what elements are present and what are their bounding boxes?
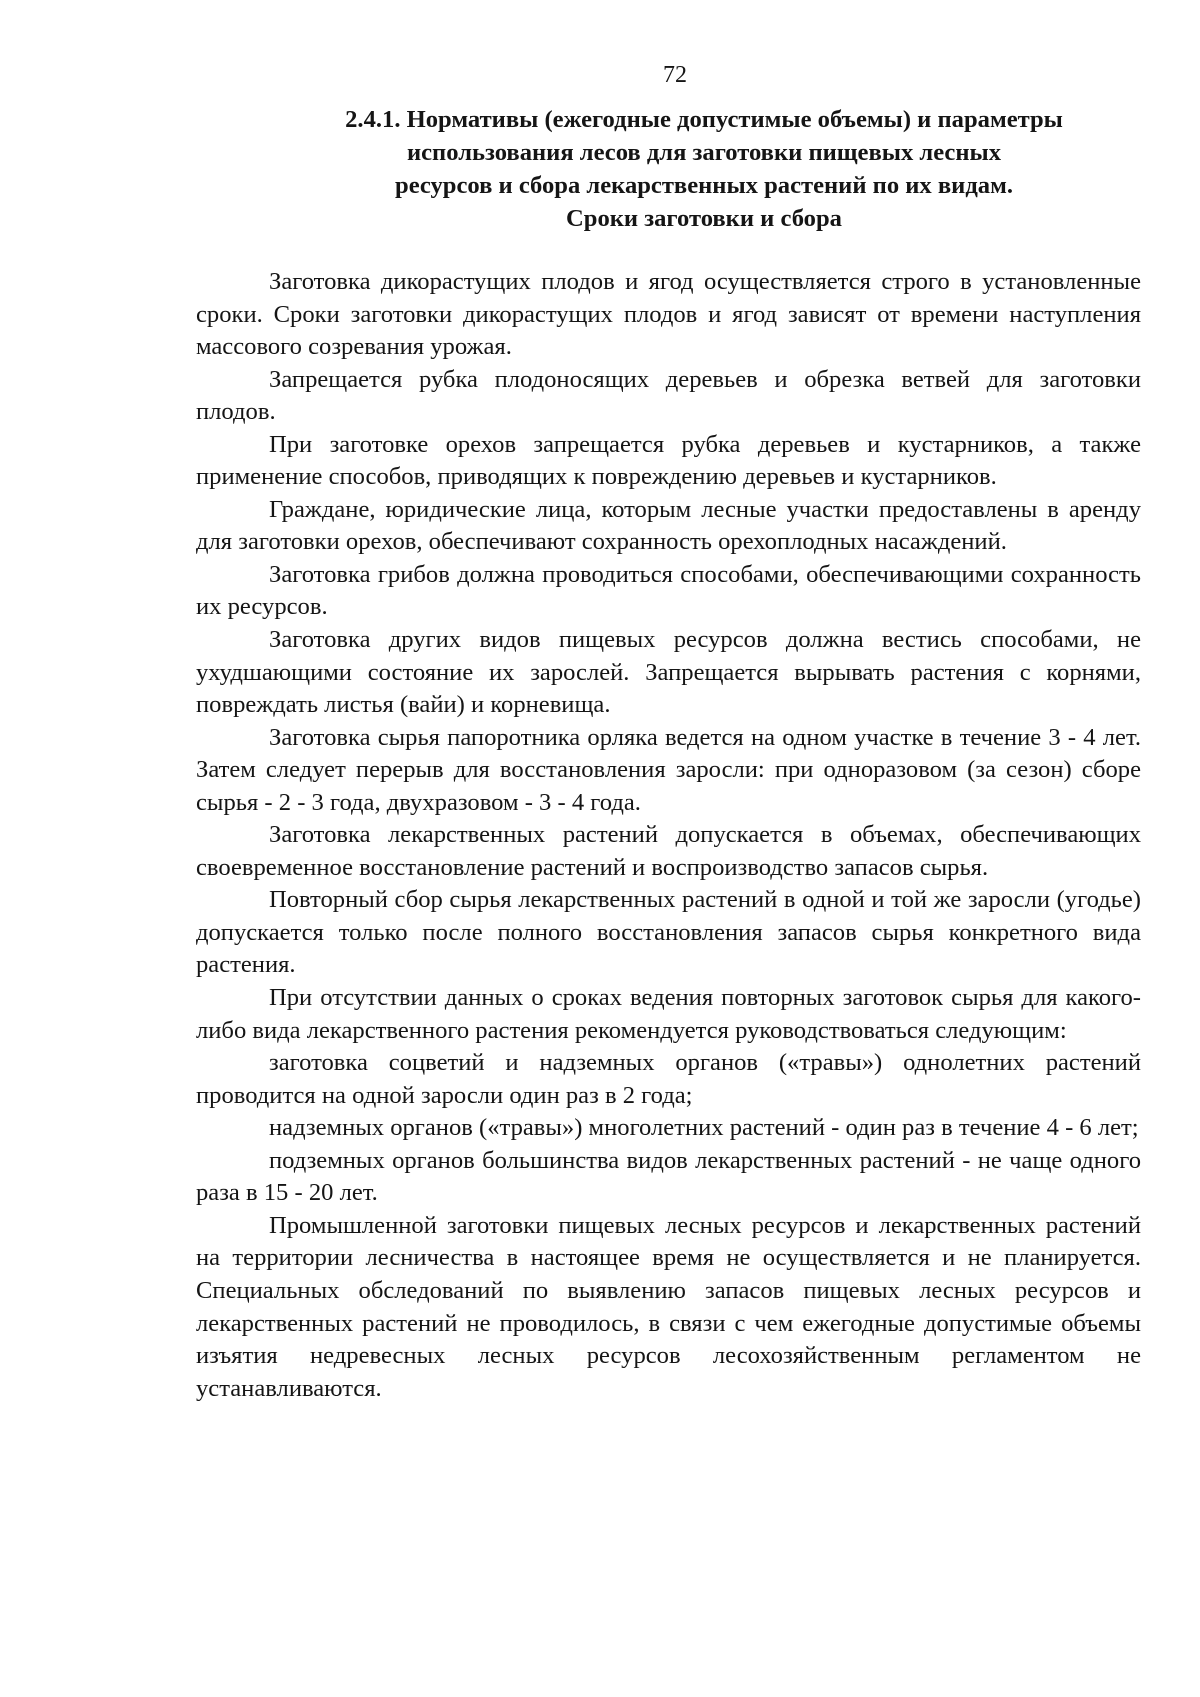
paragraph: При отсутствии данных о сроках ведения повторных заготовок сырья для какого-либо вида лекарственного растения рекомендуется руководствоваться следующим: (196, 984, 1141, 1044)
heading-line: 2.4.1. Нормативы (ежегодные допустимые объемы) и параметры (345, 106, 1063, 133)
section-body (196, 266, 1141, 1405)
paragraph: Запрещается рубка плодоносящих деревьев и обрезка ветвей для заготовки плодов. (196, 365, 1141, 426)
paragraph: Заготовка других видов пищевых ресурсов должна вестись способами, не ухудшающими состояние их зарослей. Запрещается вырывать растения с корнями, повреждать листья (вайи) и корневища. (196, 626, 1141, 719)
paragraph: заготовка соцветий и надземных органов («травы») однолетних растений проводится на одной заросли один раз в 2 года; (196, 1049, 1141, 1109)
paragraph: надземных органов («травы») многолетних растений - один раз в течение 4 - 6 лет; (269, 1114, 1139, 1142)
paragraph: Граждане, юридические лица, которым лесные участки предоставлены в аренду для заготовки орехов, обеспечивают сохранность орехоплодных насаждений. (196, 495, 1141, 556)
heading-line: Сроки заготовки и сбора (566, 205, 842, 232)
paragraph: Повторный сбор сырья лекарственных растений в одной и той же заросли (угодье) допускается только после полного восстановления запасов сырья конкретного вида растения. (196, 886, 1141, 979)
paragraph: подземных органов большинства видов лекарственных растений - не чаще одного раза в 15 - 20 лет. (196, 1146, 1141, 1207)
heading-line: ресурсов и сбора лекарственных растений по их видам. (395, 172, 1013, 199)
paragraph: Заготовка лекарственных растений допускается в объемах, обеспечивающих своевременное восстановление растений и воспроизводство запасов сырья. (196, 821, 1141, 881)
paragraph: Заготовка дикорастущих плодов и ягод осуществляется строго в установленные сроки. Сроки заготовки дикорастущих плодов и ягод зависят от времени наступления массового созревания урожая. (196, 268, 1141, 361)
section-heading (285, 103, 1123, 235)
page-number: 72 (663, 62, 687, 88)
paragraph: Промышленной заготовки пищевых лесных ресурсов и лекарственных растений на территории лесничества в настоящее время не осуществляется и не планируется. Специальных обследований по выявлению запасов пищевых лесных ресурсов и лекарственных растений не проводилось, в связи с чем ежегодные допустимые объемы изъятия недревесных лесных ресурсов лесохозяйственным регламентом не устанавливаются. (196, 1211, 1141, 1402)
paragraph: Заготовка грибов должна проводиться способами, обеспечивающими сохранность их ресурсов. (196, 560, 1141, 621)
paragraph: Заготовка сырья папоротника орляка ведется на одном участке в течение 3 - 4 лет. Затем следует перерыв для восстановления заросли: при одноразовом (за сезон) сборе сырья - 2 - 3 года, двухразовом - 3 - 4 года. (196, 723, 1141, 816)
paragraph: При заготовке орехов запрещается рубка деревьев и кустарников, а также применение способов, приводящих к повреждению деревьев и кустарников. (196, 430, 1141, 491)
heading-line: использования лесов для заготовки пищевых лесных (406, 139, 1002, 166)
